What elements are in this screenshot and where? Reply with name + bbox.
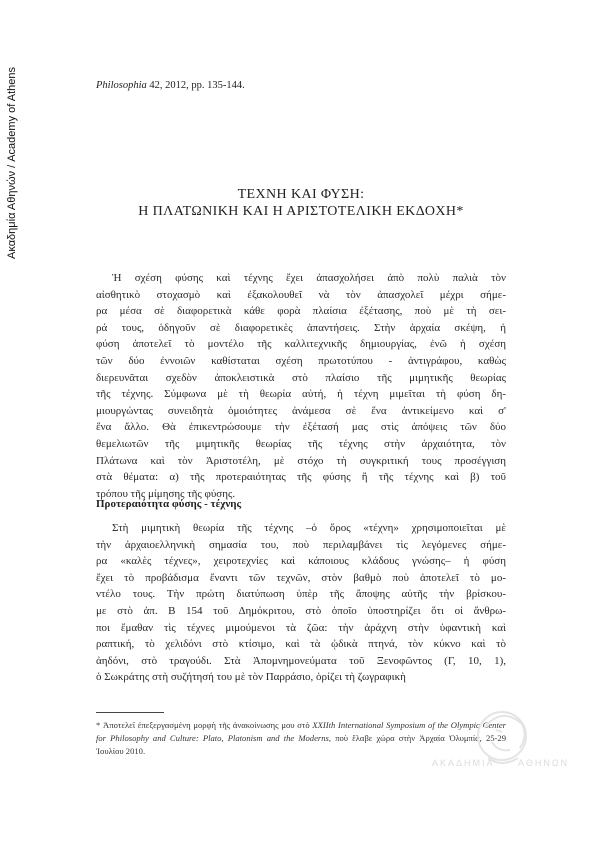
text-line: τὴν ἀρχαιοελληνικὴ σημασία του, ποὺ περιλαμβάνει τὶς λεγόμενες σήμε-: [96, 538, 506, 551]
text-line: ἕνα ἄλλο. Θὰ ἐπικεντρώσουμε τὴν ἐξέτασή μας στὶς ἀπόψεις τῶν δύο: [96, 421, 506, 434]
text-line: διερευνᾶται σχεδὸν ἀποκλειστικὰ στὸ πλαίσιο τῆς μιμητικῆς θεωρίας: [96, 371, 506, 384]
text-line: ὁ Σωκράτης στὴ συζήτησή του μὲ τὸν Παρράσιο, ὁρίζει τὴ ζωγραφικὴ: [96, 671, 406, 684]
text-line: ντέλο τους. Τὴν πρώτη διατύπωση ὑπὲρ τῆς ἄποψης αὐτῆς τὴν βρίσκου-: [96, 588, 506, 601]
title-line-2: Η ΠΛΑΤΩΝΙΚΗ ΚΑΙ Η ΑΡΙΣΤΟΤΕΛΙΚΗ ΕΚΔΟΧΗ*: [138, 204, 464, 219]
athena-head-icon: [432, 702, 572, 792]
text-line: ἀηδόνι, στὸ τραγούδι. Στὰ Ἀπομνημονεύματα τοῦ Ξενοφῶντος (Γ, 10, 1),: [96, 654, 506, 667]
archive-stamp: [4, 38, 20, 288]
citation-details: 42, 2012, pp. 135-144.: [146, 80, 245, 91]
text-line: ἔχει τὸ προβάδισμα ἔναντι τῶν τεχνῶν, στὸν βαθμὸ ποὺ ἀποτελεῖ τὸ μο-: [96, 571, 506, 584]
intro-paragraph: [96, 270, 506, 502]
text-line: αἰσθητικὸ στοχασμὸ καὶ ἐξακολουθεῖ νὰ τὸν ἀπασχολεῖ μέχρι σήμε-: [96, 288, 506, 301]
text-line: ρά τους, ὁδηγοῦν σὲ διαφορετικὲς ἀπαντήσεις. Στὴν ἀρχαία σκέψη, ἡ: [96, 321, 506, 334]
text-line: ραπτική, τὸ χελιδόνι στὸ κτίσιμο, καὶ τὰ ᾠδικὰ πτηνά, τὸν κύκνο καὶ τὸ: [96, 638, 506, 651]
text-line: στὰ θέματα: α) τῆς προτεραιότητας τῆς φύσης ἢ τῆς τέχνης καὶ β) τοῦ: [96, 471, 506, 484]
text-line: τῶν δύο ἐννοιῶν καθίσταται σχέση πρωτοτύπου - ἀντιγράφου, καθὼς: [96, 354, 506, 367]
text-line: τῆς τέχνης. Σύμφωνα μὲ τὴ θεωρία αὐτή, ἡ τέχνη μιμεῖται τὴ φύση δη-: [96, 388, 506, 401]
footnote-conference: XXIIth International Symposium of the Olympic Center for Philosophy and Culture: Plato, Platonism and the Moderns: [96, 720, 507, 743]
article-title: [96, 186, 506, 220]
footnote-text-end: , ποὺ ἔλαβε χώρα στὴν Ἀρχαία Ὀλυμπία, 25-29 Ἰουλίου 2010.: [96, 733, 507, 756]
archive-stamp-text: Ακαδημία Αθηνών / Academy of Athens: [6, 66, 18, 260]
text-line: θεμελιωτῶν τῆς μιμητικῆς θεωρίας τῆς τέχνης στὴν ἀρχαιότητα, τὸν: [96, 437, 506, 450]
footnote-divider: [96, 712, 164, 713]
journal-name: Philosophia: [96, 80, 147, 91]
section-heading: Προτεραιότητα φύσης - τέχνης: [96, 498, 242, 510]
text-line: ποι ἔμαθαν τὶς τέχνες μιμούμενοι τὰ ζῶα: τὴν ἀράχνη στὴν ὑφαντικὴ καὶ: [96, 621, 506, 634]
text-line: τρόπου τῆς μίμησης τῆς φύσης.: [96, 487, 236, 500]
text-line: ρα μέσα σὲ διαφορετικὰ κάθε φορὰ πλαίσια ἐξέτασης, ποὺ μὲ τὴ σει-: [96, 305, 506, 318]
section-paragraph: [96, 520, 506, 686]
title-line-1: ΤΕΧΝΗ ΚΑΙ ΦΥΣΗ:: [237, 187, 365, 202]
academy-watermark: [432, 702, 572, 792]
text-line: Πλάτωνα καὶ τὸν Ἀριστοτέλη, μὲ στόχο τὴ συγκριτική τους προσέγγιση: [96, 454, 506, 467]
text-line: ρα «καλὲς τέχνες», χειροτεχνίες καὶ κάποιους κλάδους γνώσης– ἡ φύση: [96, 555, 506, 568]
text-line: Ἡ σχέση φύσης καὶ τέχνης ἔχει ἀπασχολήσει ἀπὸ πολὺ παλιὰ τὸν: [112, 272, 506, 284]
text-line: φύση ἀποτελεῖ τὸ μοντέλο τῆς καλλιτεχνικῆς δημιουργίας, ἐνῶ ἡ σχέση: [96, 338, 506, 351]
journal-citation: [96, 80, 245, 91]
footnote-marker: *: [96, 720, 101, 730]
watermark-word-left: ΑΚΑΔΗΜΙΑ: [432, 758, 495, 768]
text-line: με στὸ ἀπ. Β 154 τοῦ Δημόκριτου, στὸ ὁποῖο ὑποστηρίζει ὅτι οἱ ἄνθρω-: [96, 604, 506, 617]
text-line: μιουργώντας συνειδητὰ ὁμοιότητες ἀνάμεσα σὲ ἕνα ἀντικείμενο καὶ σ': [96, 404, 506, 417]
watermark-word-right: ΑΘΗΝΩΝ: [518, 758, 570, 768]
text-line: Στὴ μιμητικὴ θεωρία τῆς τέχνης –ὁ ὅρος «τέχνη» χρησιμοποιεῖται μὲ: [112, 522, 506, 534]
footnote-text-start: Ἀποτελεῖ ἐπεξεργασμένη μορφὴ τῆς ἀνακοίνωσης μου στὸ: [100, 720, 313, 730]
